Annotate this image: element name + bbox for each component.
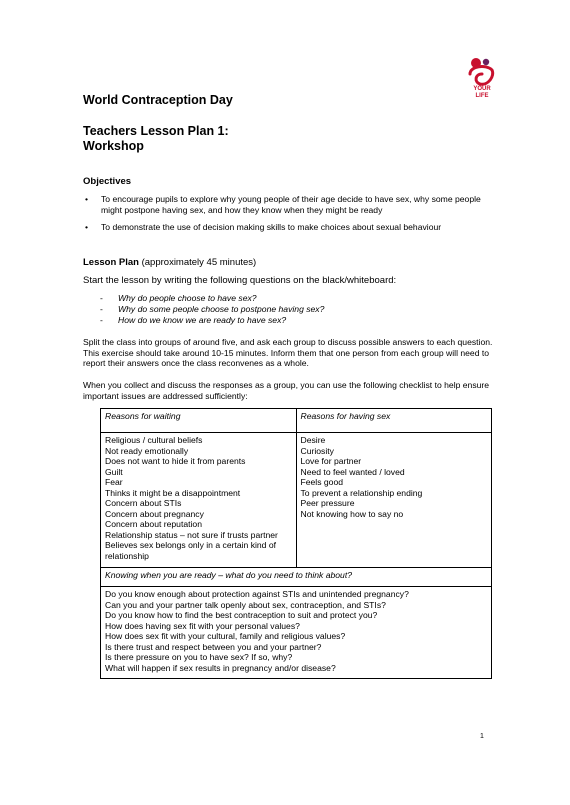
objectives-list: [83, 194, 493, 240]
list-item: Concern about pregnancy: [105, 508, 204, 519]
list-item: Is there pressure on you to have sex? If so, why?: [105, 652, 293, 662]
question-item: - Why do some people choose to postpone having sex?: [100, 304, 325, 314]
list-item: Fear: [105, 477, 123, 487]
list-item: Believes sex belongs only in a certain kind of: [105, 540, 277, 550]
list-item: Religious / cultural beliefs: [105, 435, 203, 445]
list-item: Not ready emotionally: [105, 445, 189, 456]
list-item: Do you know how to find the best contraception to suit and protect you?: [105, 610, 378, 620]
page-number: 1: [480, 733, 484, 740]
list-item: Thinks it might be a disappointment: [105, 487, 241, 498]
document-title: World Contraception Day: [83, 93, 233, 107]
list-item: Not knowing how to say no: [300, 508, 404, 519]
checklist-intro: When you collect and discuss the responses as a group, you can use the following checklist to help ensure important issues are addressed sufficiently:: [83, 380, 490, 401]
list-item: Does not want to hide it from parents: [105, 456, 246, 466]
list-item: Can you and your partner talk openly about sex, contraception, and STIs?: [105, 599, 386, 610]
list-item: Desire: [300, 435, 326, 445]
ready-questions-list: [101, 587, 492, 679]
lesson-plan-title: Teachers Lesson Plan 1: Workshop: [83, 124, 229, 153]
objective-item: • To encourage pupils to explore why young people of their age decide to have sex, why some people might postpone having sex, and how they know when they might be ready: [85, 194, 481, 215]
list-item: Need to feel wanted / loved: [300, 466, 405, 477]
list-item: relationship: [105, 550, 149, 561]
list-item: How does having sex fit with your personal values?: [105, 620, 300, 631]
checklist-table: [100, 408, 492, 679]
list-item: Is there trust and respect between you and your partner?: [105, 641, 322, 652]
list-item: Do you know enough about protection against STIs and unintended pregnancy?: [105, 589, 409, 599]
group-instructions: Split the class into groups of around five, and ask each group to discuss possible answers to each question. This exercise should take around 10-15 minutes. Inform them that one person from each group will need to report their answers once the class reconvenes as a whole.: [83, 337, 493, 368]
list-item: How does sex fit with your cultural, family and religious values?: [105, 631, 346, 641]
reasons-waiting-list: [101, 433, 297, 568]
objective-item: • To demonstrate the use of decision making skills to make choices about sexual behaviour: [85, 222, 442, 232]
list-item: To prevent a relationship ending: [300, 487, 423, 498]
list-item: Curiosity: [300, 445, 334, 456]
list-item: What will happen if sex results in pregnancy and/or disease?: [105, 662, 336, 673]
list-item: Peer pressure: [300, 498, 355, 508]
question-item: - How do we know we are ready to have sex?: [100, 315, 287, 325]
lesson-plan-heading: Lesson Plan (approximately 45 minutes): [83, 257, 257, 268]
reasons-having-sex-list: [296, 433, 492, 568]
objectives-heading: Objectives: [83, 176, 132, 187]
reasons-waiting-header: Reasons for waiting: [101, 409, 297, 433]
list-item: Love for partner: [300, 456, 362, 466]
logo-text: YOUR LIFE: [473, 86, 491, 99]
list-item: Feels good: [300, 477, 344, 487]
question-item: - Why do people choose to have sex?: [100, 293, 257, 303]
question-list: [100, 293, 324, 326]
list-item: Concern about STIs: [105, 498, 182, 508]
reasons-having-sex-header: Reasons for having sex: [296, 409, 492, 433]
list-item: Concern about reputation: [105, 519, 202, 529]
start-instruction: Start the lesson by writing the following questions on the black/whiteboard:: [83, 275, 397, 286]
bullet-icon: •: [85, 194, 89, 204]
list-item: Relationship status – not sure if trusts partner: [105, 529, 278, 540]
bullet-icon: •: [85, 222, 89, 232]
list-item: Guilt: [105, 466, 123, 477]
ready-header: Knowing when you are ready – what do you need to think about?: [101, 568, 492, 587]
